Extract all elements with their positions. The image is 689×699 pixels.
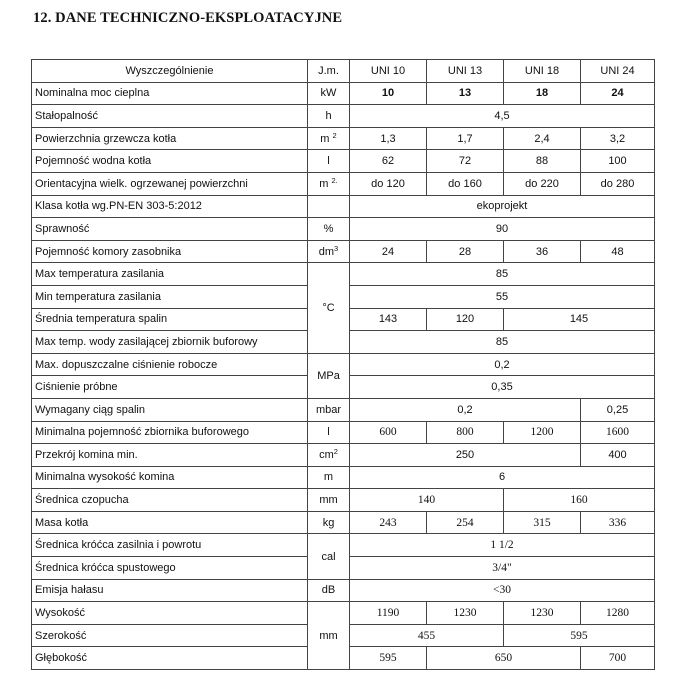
row-unit [308,127,350,150]
table-row [32,489,655,512]
cell-value: 13 [427,82,504,105]
table-row [32,579,655,602]
cell-value: 1230 [504,602,581,625]
cell-value: 24 [350,240,427,263]
row-label: Średnia temperatura spalin [32,308,308,331]
cell-value: 24 [581,82,655,105]
table-row [32,602,655,625]
row-unit: mm [308,602,350,670]
row-label: Klasa kotła wg.PN-EN 303-5:2012 [32,195,308,218]
unit-base: m [320,132,330,145]
cell-value: 595 [504,624,655,647]
row-label: Przekrój komina min. [32,444,308,467]
cell-value: 336 [581,511,655,534]
row-unit: m [308,466,350,489]
cell-value: 2,4 [504,127,581,150]
header-uni24: UNI 24 [581,60,655,83]
technical-data-table [31,59,655,670]
unit-exponent: 2 [333,446,338,456]
table-row [32,444,655,467]
cell-value: do 120 [350,172,427,195]
row-label: Średnica króćca zasilnia i powrotu [32,534,308,557]
row-unit: h [308,105,350,128]
cell-value: 145 [504,308,655,331]
row-unit [308,195,350,218]
row-label: Sprawność [32,218,308,241]
cell-value: 1280 [581,602,655,625]
row-unit: cal [308,534,350,579]
table-header-row [32,60,655,83]
row-unit: l [308,421,350,444]
cell-value: 140 [350,489,504,512]
table-row [32,105,655,128]
row-label: Średnica króćca spustowego [32,557,308,580]
cell-value: 1 1/2 [350,534,655,557]
table-row [32,466,655,489]
row-label: Powierzchnia grzewcza kotła [32,127,308,150]
unit-exponent: 2. [331,175,338,185]
header-unit: J.m. [308,60,350,83]
cell-value: 62 [350,150,427,173]
cell-value: <30 [350,579,655,602]
row-unit: mbar [308,398,350,421]
row-unit: dB [308,579,350,602]
cell-value: 595 [350,647,427,670]
cell-value: 400 [581,444,655,467]
cell-value: 600 [350,421,427,444]
table-row [32,534,655,557]
row-label: Średnica czopucha [32,489,308,512]
cell-value: 100 [581,150,655,173]
header-uni13: UNI 13 [427,60,504,83]
cell-value: do 220 [504,172,581,195]
cell-value: 120 [427,308,504,331]
row-label: Max temperatura zasilania [32,263,308,286]
table-row [32,353,655,376]
cell-value: 3,2 [581,127,655,150]
cell-value: 1200 [504,421,581,444]
cell-value: 36 [504,240,581,263]
row-label: Stałopalność [32,105,308,128]
cell-value: 243 [350,511,427,534]
unit-exponent: 3 [334,243,339,253]
cell-value: 250 [350,444,581,467]
row-label: Orientacyjna wielk. ogrzewanej powierzchni [32,172,308,195]
row-unit: kg [308,511,350,534]
cell-value: 85 [350,331,655,354]
row-label: Nominalna moc cieplna [32,82,308,105]
row-unit: °C [308,263,350,353]
row-unit [308,172,350,195]
cell-value: 254 [427,511,504,534]
cell-value: do 280 [581,172,655,195]
cell-value: 1230 [427,602,504,625]
cell-value: 143 [350,308,427,331]
row-unit: kW [308,82,350,105]
cell-value: 85 [350,263,655,286]
table-row [32,150,655,173]
row-label: Minimalna wysokość komina [32,466,308,489]
row-label: Max temp. wody zasilającej zbiornik buforowy [32,331,308,354]
cell-value: 700 [581,647,655,670]
cell-value: do 160 [427,172,504,195]
cell-value: 1,3 [350,127,427,150]
cell-value: 55 [350,285,655,308]
cell-value: 90 [350,218,655,241]
row-label: Wysokość [32,602,308,625]
page-title: 12. DANE TECHNICZNO-EKSPLOATACYJNE [33,10,343,26]
cell-value: 72 [427,150,504,173]
header-uni10: UNI 10 [350,60,427,83]
row-unit: MPa [308,353,350,398]
cell-value: ekoprojekt [350,195,655,218]
row-unit [308,240,350,263]
row-unit: l [308,150,350,173]
row-unit: mm [308,489,350,512]
table-row [32,398,655,421]
row-label: Wymagany ciąg spalin [32,398,308,421]
row-label: Masa kotła [32,511,308,534]
row-label: Pojemność wodna kotła [32,150,308,173]
cell-value: 1600 [581,421,655,444]
cell-value: 455 [350,624,504,647]
row-label: Pojemność komory zasobnika [32,240,308,263]
row-unit: % [308,218,350,241]
table-row [32,127,655,150]
row-label: Ciśnienie próbne [32,376,308,399]
table-row [32,82,655,105]
unit-base: m [319,177,329,190]
cell-value: 28 [427,240,504,263]
row-label: Emisja hałasu [32,579,308,602]
cell-value: 1190 [350,602,427,625]
table-row [32,172,655,195]
unit-base: cm [319,448,334,461]
table-row [32,511,655,534]
row-label: Głębokość [32,647,308,670]
row-label: Max. dopuszczalne ciśnienie robocze [32,353,308,376]
row-label: Minimalna pojemność zbiornika buforowego [32,421,308,444]
cell-value: 10 [350,82,427,105]
unit-base: dm [318,245,335,258]
cell-value: 800 [427,421,504,444]
table-row [32,195,655,218]
header-uni18: UNI 18 [504,60,581,83]
cell-value: 0,35 [350,376,655,399]
table-row [32,263,655,286]
cell-value: 4,5 [350,105,655,128]
cell-value: 315 [504,511,581,534]
cell-value: 160 [504,489,655,512]
cell-value: 3/4" [350,557,655,580]
cell-value: 0,25 [581,398,655,421]
cell-value: 0,2 [350,398,581,421]
table-row [32,218,655,241]
cell-value: 650 [427,647,581,670]
cell-value: 88 [504,150,581,173]
unit-exponent: 2 [332,130,337,140]
header-description: Wyszczególnienie [32,60,308,83]
row-label: Szerokość [32,624,308,647]
cell-value: 6 [350,466,655,489]
cell-value: 18 [504,82,581,105]
table-row [32,240,655,263]
row-label: Min temperatura zasilania [32,285,308,308]
row-unit [308,444,350,467]
table-row [32,421,655,444]
cell-value: 1,7 [427,127,504,150]
cell-value: 0,2 [350,353,655,376]
cell-value: 48 [581,240,655,263]
